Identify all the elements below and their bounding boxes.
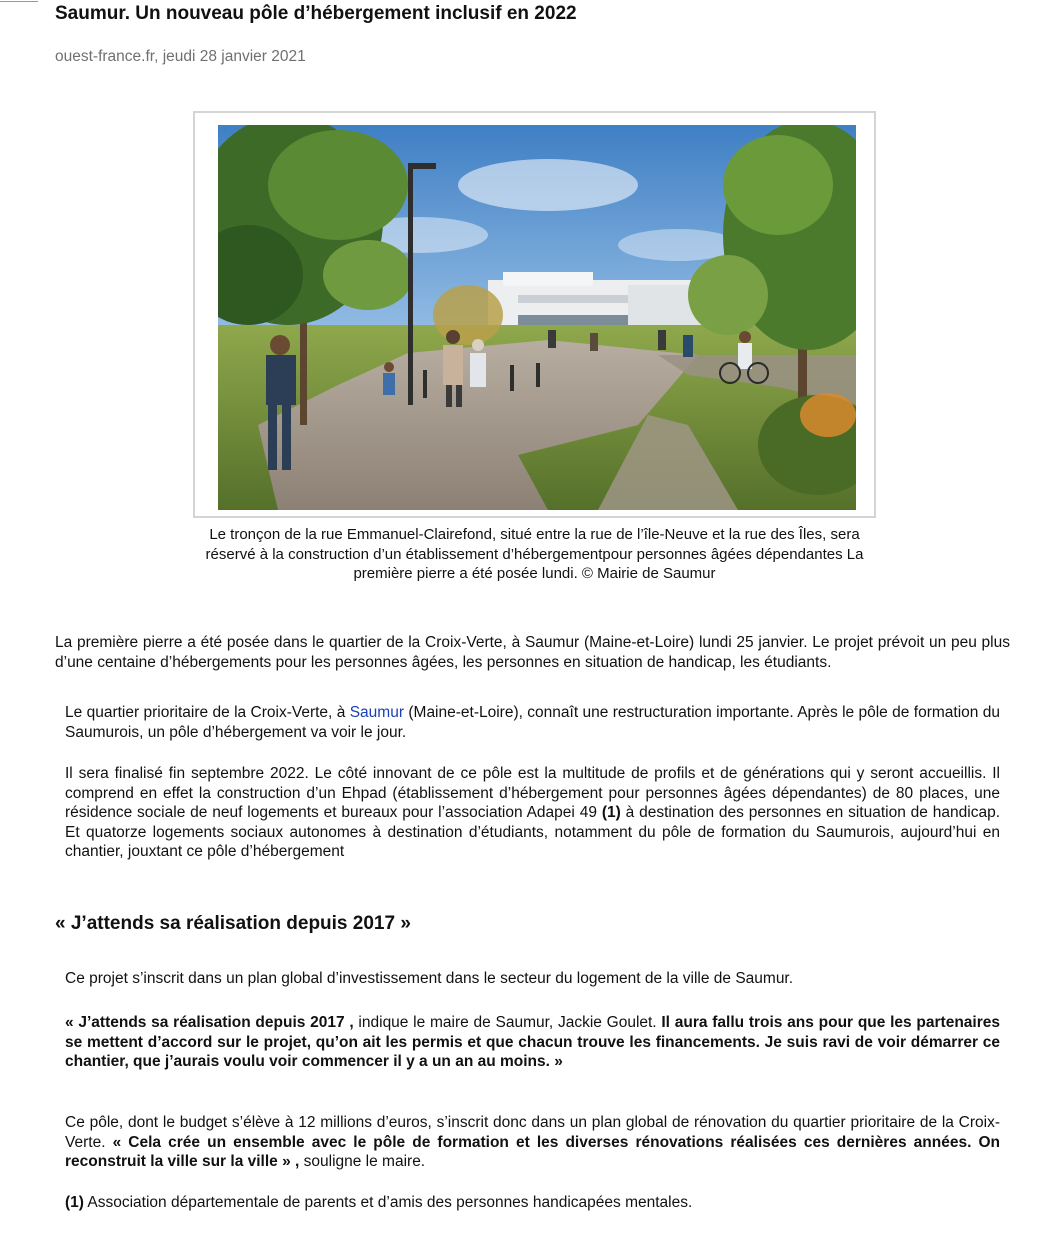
- paragraph-1: [65, 703, 1000, 742]
- article-title: Saumur. Un nouveau pôle d’hébergement inclusif en 2022: [55, 3, 577, 24]
- paragraph-3: Ce projet s’inscrit dans un plan global d’investissement dans le secteur du logement de la ville de Saumur.: [65, 970, 794, 987]
- quote-3: « Cela crée un ensemble avec le pôle de formation et les diverses rénovations réalisées ces dernières années. On reconstruit la ville sur la ville » ,: [65, 1133, 1000, 1170]
- footnote-text: Association départementale de parents et d’amis des personnes handicapées mentales.: [83, 1194, 693, 1211]
- paragraph-5-text-b: souligne le maire.: [299, 1153, 426, 1170]
- paragraph-2: [65, 764, 1000, 862]
- footnote: [65, 1193, 1000, 1213]
- footnote-reference: (1): [601, 804, 621, 821]
- quote-2: Il aura fallu trois ans pour que les partenaires se mettent d’accord sur le projet, qu’on ait les permis et que chacun trouve les financements. Je suis ravi de voir démarrer ce chantier, que j’aurais voulu voir commencer il y a un an au moins. »: [65, 1014, 1000, 1070]
- article-source: ouest-france.fr, jeudi 28 janvier 2021: [55, 48, 306, 65]
- article-photo: [218, 125, 856, 510]
- footnote-marker: (1): [65, 1194, 84, 1211]
- paragraph-2-text-a: Il sera finalisé fin septembre 2022. Le côté innovant de ce pôle est la multitude de profils et de générations qui y seront accueillis. Il comprend en effet la construction d’un Ehpad (établissement d’hébergement pour personnes âgées dépendantes) de 80 places, une résidence sociale de neuf logements et bureaux pour l’association Adapei 49: [65, 765, 1000, 821]
- paragraph-4: [65, 1013, 1000, 1072]
- saumur-link[interactable]: Saumur: [349, 704, 404, 721]
- article-lead: La première pierre a été posée dans le quartier de la Croix-Verte, à Saumur (Maine-et-Loire) lundi 25 janvier. Le projet prévoit un peu plus d’une centaine d’hébergements pour les personnes âgées, les personnes en situation de handicap, les étudiants.: [55, 634, 1010, 671]
- photo-caption: Le tronçon de la rue Emmanuel-Clairefond, situé entre la rue de l’île-Neuve et la rue des Îles, sera réservé à la construction d’un établissement d’hébergementpour personnes âgées dépendantes La première pierre a été posée lundi. © Mairie de Saumur: [205, 526, 864, 582]
- top-left-rule: [0, 1, 38, 2]
- section-heading: « J’attends sa réalisation depuis 2017 »: [55, 913, 411, 934]
- paragraph-5: [65, 1113, 1000, 1172]
- photo-frame: [193, 111, 876, 518]
- quote-1: « J’attends sa réalisation depuis 2017 ,: [65, 1014, 354, 1031]
- paragraph-5-text-a: Ce pôle, dont le budget s’élève à 12 millions d’euros, s’inscrit donc dans un plan global de rénovation du quartier prioritaire de la Croix-Verte.: [65, 1114, 1000, 1151]
- paragraph-4-text: indique le maire de Saumur, Jackie Goulet.: [353, 1014, 662, 1031]
- paragraph-1-text-b: (Maine-et-Loire), connaît une restructuration importante. Après le pôle de formation du Saumurois, un pôle d’hébergement va voir le jour.: [65, 704, 1000, 741]
- paragraph-2-text-b: à destination des personnes en situation de handicap. Et quatorze logements sociaux autonomes à destination d’étudiants, notamment du pôle de formation du Saumurois, aujourd’hui en chantier, jouxtant ce pôle d’hébergement: [65, 804, 1000, 860]
- paragraph-1-text-a: Le quartier prioritaire de la Croix-Verte, à: [65, 704, 350, 721]
